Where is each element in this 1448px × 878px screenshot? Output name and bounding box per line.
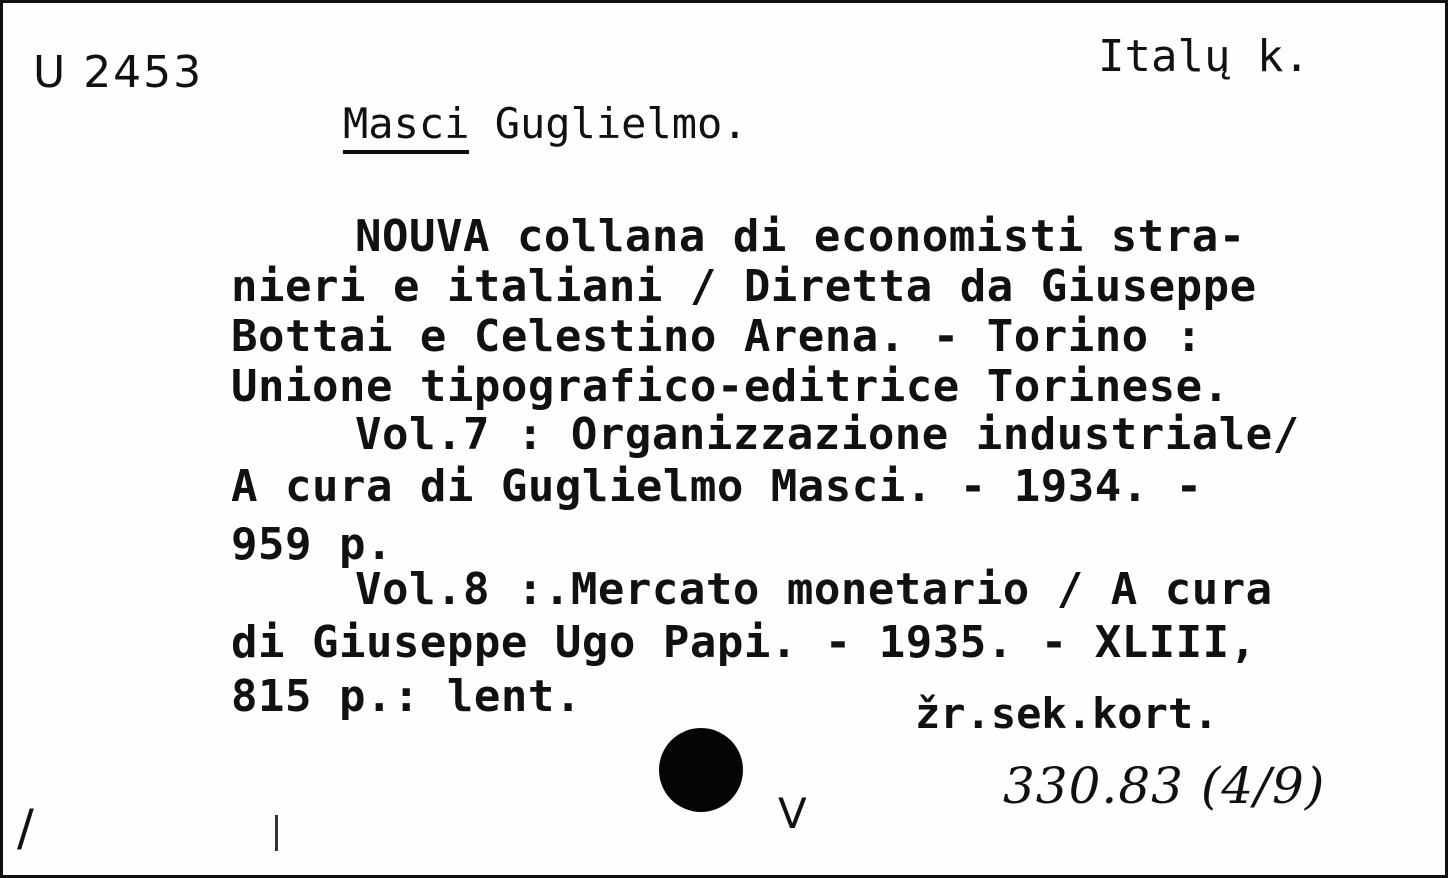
- punch-hole: [659, 728, 743, 812]
- body-line: Vol.8 :.Mercato monetario / A cura: [355, 564, 1273, 615]
- body-line: A cura di Guglielmo Masci. - 1934. -: [231, 461, 1203, 512]
- shelf-mark: [1003, 757, 1326, 815]
- body-line: di Giuseppe Ugo Papi. - 1935. - XLIII,: [231, 617, 1257, 668]
- body-line: NOUVA collana di economisti stra-: [355, 211, 1246, 262]
- body-line: Vol.7 : Organizzazione industriale/: [355, 409, 1300, 460]
- margin-mark: /: [17, 799, 34, 857]
- author-heading: [343, 99, 748, 148]
- body-line: 815 p.: lent.: [231, 671, 582, 722]
- body-line: 959 p.: [231, 519, 393, 570]
- language-note: Italų k.: [1098, 31, 1310, 82]
- shelf-mark-number: 330.83: [1003, 757, 1184, 815]
- body-line: nieri e italiani / Diretta da Giuseppe: [231, 261, 1257, 312]
- author-given-name: Guglielmo.: [469, 99, 748, 148]
- collection-note: žr.sek.kort.: [915, 689, 1219, 738]
- author-surname: Masci: [343, 99, 469, 154]
- margin-tick: [275, 815, 278, 851]
- body-line: Unione tipografico-editrice Torinese.: [231, 361, 1230, 412]
- body-line: Bottai e Celestino Arena. - Torino :: [231, 311, 1203, 362]
- call-number: U 2453: [33, 47, 204, 98]
- check-mark: V: [778, 789, 807, 838]
- shelf-mark-fraction: (4/9): [1200, 757, 1326, 815]
